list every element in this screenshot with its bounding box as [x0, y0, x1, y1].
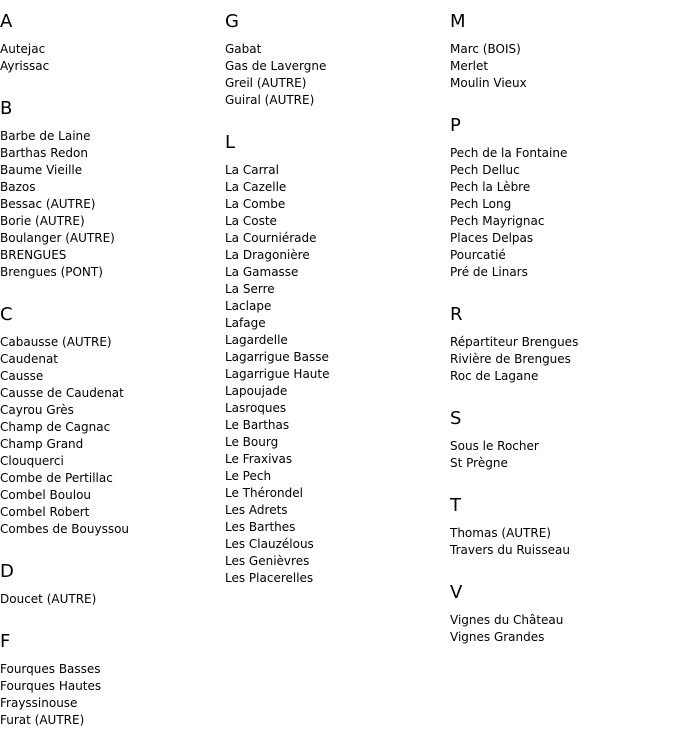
- place-link[interactable]: Bazos: [0, 180, 36, 194]
- place-list-item: [0, 695, 225, 712]
- place-list: [225, 41, 450, 109]
- place-list-item: [225, 92, 450, 109]
- place-link[interactable]: Frayssinouse: [0, 696, 78, 710]
- place-list-item: [0, 179, 225, 196]
- letter-heading: T: [450, 495, 461, 516]
- place-link[interactable]: Pré de Linars: [450, 265, 528, 279]
- place-link[interactable]: Le Barthas: [225, 418, 290, 432]
- place-link[interactable]: St Prègne: [450, 456, 508, 470]
- place-list-item: [225, 58, 450, 75]
- place-link[interactable]: La Coste: [225, 214, 277, 228]
- place-list-item: [450, 196, 675, 213]
- place-list-item: [0, 487, 225, 504]
- place-link[interactable]: La Carral: [225, 163, 279, 177]
- place-list-item: [0, 58, 225, 75]
- place-link[interactable]: Champ Grand: [0, 437, 84, 451]
- place-link[interactable]: La Serre: [225, 282, 275, 296]
- place-list-item: [450, 179, 675, 196]
- place-link[interactable]: Fourques Hautes: [0, 679, 102, 693]
- place-list-item: [0, 712, 225, 729]
- place-list: [450, 438, 675, 472]
- place-link[interactable]: Les Barthes: [225, 520, 296, 534]
- place-list-item: [0, 145, 225, 162]
- place-list-item: [450, 247, 675, 264]
- place-link[interactable]: Causse: [0, 369, 44, 383]
- letter-group: [0, 561, 225, 608]
- place-link[interactable]: Lafage: [225, 316, 266, 330]
- place-link[interactable]: Caudenat: [0, 352, 59, 366]
- place-link[interactable]: Barbe de Laine: [0, 129, 91, 143]
- letter-heading: S: [450, 408, 462, 429]
- place-list-item: [0, 504, 225, 521]
- place-list-item: [225, 179, 450, 196]
- place-list-item: [225, 213, 450, 230]
- place-link[interactable]: Ayrissac: [0, 59, 50, 73]
- letter-heading: G: [225, 11, 239, 32]
- place-list-item: [450, 629, 675, 646]
- place-link[interactable]: Vignes Grandes: [450, 630, 545, 644]
- letter-group: [450, 115, 675, 281]
- letter-group: [0, 631, 225, 729]
- letter-heading: L: [225, 132, 236, 153]
- place-link[interactable]: Les Clauzélous: [225, 537, 314, 551]
- place-link[interactable]: Places Delpas: [450, 231, 534, 245]
- place-link[interactable]: Combes de Bouyssou: [0, 522, 130, 536]
- place-link[interactable]: Vignes du Château: [450, 613, 564, 627]
- letter-group: [0, 304, 225, 538]
- place-list-item: [0, 453, 225, 470]
- place-list-item: [225, 315, 450, 332]
- place-list: [0, 128, 225, 281]
- place-list-item: [225, 196, 450, 213]
- place-link[interactable]: Lapoujade: [225, 384, 288, 398]
- place-link[interactable]: Lasroques: [225, 401, 287, 415]
- place-list-item: [450, 75, 675, 92]
- place-link[interactable]: Brengues (PONT): [0, 265, 103, 279]
- place-list: [450, 334, 675, 385]
- place-list-item: [225, 281, 450, 298]
- place-link[interactable]: Travers du Ruisseau: [450, 543, 570, 557]
- place-list-item: [225, 162, 450, 179]
- place-link[interactable]: Combel Boulou: [0, 488, 92, 502]
- index-column-1: [0, 0, 225, 729]
- place-list-item: [450, 368, 675, 385]
- place-link[interactable]: Causse de Caudenat: [0, 386, 124, 400]
- place-list-item: [225, 434, 450, 451]
- place-link[interactable]: Combel Robert: [0, 505, 90, 519]
- letter-group: [450, 408, 675, 472]
- place-list-item: [225, 485, 450, 502]
- place-list-item: [0, 230, 225, 247]
- index-column-2: [225, 0, 450, 587]
- place-link[interactable]: Marc (BOIS): [450, 42, 521, 56]
- place-list-item: [225, 417, 450, 434]
- place-list-item: [225, 502, 450, 519]
- place-link[interactable]: Moulin Vieux: [450, 76, 527, 90]
- letter-heading: C: [0, 304, 13, 325]
- place-link[interactable]: Le Fraxivas: [225, 452, 293, 466]
- place-link[interactable]: La Courniérade: [225, 231, 317, 245]
- place-link[interactable]: Gabat: [225, 42, 262, 56]
- place-link[interactable]: Clouquerci: [0, 454, 64, 468]
- place-list-item: [450, 612, 675, 629]
- place-list-item: [450, 162, 675, 179]
- place-list-item: [225, 41, 450, 58]
- letter-heading: D: [0, 561, 14, 582]
- place-list-item: [0, 402, 225, 419]
- place-list-item: [225, 400, 450, 417]
- place-link[interactable]: Cayrou Grès: [0, 403, 74, 417]
- place-list-item: [0, 334, 225, 351]
- letter-heading: F: [0, 631, 11, 652]
- place-link[interactable]: Champ de Cagnac: [0, 420, 111, 434]
- place-list: [0, 334, 225, 538]
- letter-group: [0, 11, 225, 75]
- place-list-item: [0, 41, 225, 58]
- place-link[interactable]: Pech de la Fontaine: [450, 146, 568, 160]
- letter-group: [450, 304, 675, 385]
- place-list-item: [450, 334, 675, 351]
- place-list: [0, 41, 225, 75]
- place-link[interactable]: Merlet: [450, 59, 489, 73]
- place-list: [0, 661, 225, 729]
- letter-group: [0, 98, 225, 281]
- place-link[interactable]: Cabausse (AUTRE): [0, 335, 112, 349]
- place-link[interactable]: BRENGUES: [0, 248, 67, 262]
- place-link[interactable]: Les Placerelles: [225, 571, 314, 585]
- place-link[interactable]: Barthas Redon: [0, 146, 88, 160]
- place-list-item: [450, 145, 675, 162]
- place-list: [450, 525, 675, 559]
- place-list-item: [225, 349, 450, 366]
- place-link[interactable]: Guiral (AUTRE): [225, 93, 315, 107]
- place-list: [450, 612, 675, 646]
- place-list-item: [450, 41, 675, 58]
- letter-group: [450, 495, 675, 559]
- letter-group: [450, 11, 675, 92]
- place-link[interactable]: Doucet (AUTRE): [0, 592, 97, 606]
- place-link[interactable]: Combe de Pertillac: [0, 471, 113, 485]
- place-link[interactable]: Sous le Rocher: [450, 439, 539, 453]
- place-link[interactable]: Greil (AUTRE): [225, 76, 307, 90]
- place-link[interactable]: Le Pech: [225, 469, 272, 483]
- place-link[interactable]: La Dragonière: [225, 248, 310, 262]
- place-list-item: [0, 470, 225, 487]
- place-list-item: [0, 436, 225, 453]
- place-list-item: [225, 332, 450, 349]
- place-list-item: [0, 368, 225, 385]
- place-link[interactable]: Autejac: [0, 42, 46, 56]
- place-list-item: [0, 591, 225, 608]
- place-list-item: [450, 213, 675, 230]
- place-list-item: [225, 468, 450, 485]
- place-list-item: [450, 438, 675, 455]
- place-list-item: [450, 351, 675, 368]
- place-link[interactable]: La Gamasse: [225, 265, 299, 279]
- place-list-item: [0, 521, 225, 538]
- place-list-item: [450, 455, 675, 472]
- place-link[interactable]: Pech Long: [450, 197, 512, 211]
- place-list-item: [0, 419, 225, 436]
- place-link[interactable]: La Cazelle: [225, 180, 287, 194]
- place-list-item: [450, 264, 675, 281]
- place-list-item: [0, 678, 225, 695]
- place-link[interactable]: Pech Mayrignac: [450, 214, 545, 228]
- place-link[interactable]: Répartiteur Brengues: [450, 335, 579, 349]
- place-link[interactable]: Borie (AUTRE): [0, 214, 85, 228]
- place-list-item: [225, 247, 450, 264]
- place-link[interactable]: Pourcatié: [450, 248, 506, 262]
- place-list: [0, 591, 225, 608]
- letter-heading: V: [450, 582, 463, 603]
- letter-group: [225, 132, 450, 587]
- place-link[interactable]: Gas de Lavergne: [225, 59, 327, 73]
- place-list: [450, 145, 675, 281]
- place-list-item: [225, 383, 450, 400]
- place-list-item: [450, 525, 675, 542]
- place-link[interactable]: Baume Vieille: [0, 163, 83, 177]
- letter-heading: P: [450, 115, 461, 136]
- letter-heading: B: [0, 98, 13, 119]
- place-list-item: [225, 75, 450, 92]
- place-list-item: [225, 264, 450, 281]
- place-list-item: [225, 298, 450, 315]
- letter-group: [225, 11, 450, 109]
- place-link[interactable]: Lagarrigue Basse: [225, 350, 329, 364]
- place-list-item: [225, 366, 450, 383]
- place-list-item: [0, 385, 225, 402]
- place-list-item: [225, 451, 450, 468]
- place-list-item: [225, 519, 450, 536]
- place-link[interactable]: Boulanger (AUTRE): [0, 231, 115, 245]
- place-link[interactable]: Les Adrets: [225, 503, 288, 517]
- place-link[interactable]: Les Genièvres: [225, 554, 310, 568]
- place-link[interactable]: Roc de Lagane: [450, 369, 539, 383]
- place-link[interactable]: La Combe: [225, 197, 286, 211]
- place-list: [225, 162, 450, 587]
- place-list: [450, 41, 675, 92]
- place-list-item: [225, 230, 450, 247]
- place-link[interactable]: Fourques Basses: [0, 662, 101, 676]
- place-link[interactable]: Pech la Lèbre: [450, 180, 531, 194]
- place-link[interactable]: Laclape: [225, 299, 272, 313]
- place-list-item: [225, 536, 450, 553]
- letter-heading: M: [450, 11, 466, 32]
- place-link[interactable]: Lagarrigue Haute: [225, 367, 330, 381]
- place-list-item: [0, 351, 225, 368]
- place-link[interactable]: Furat (AUTRE): [0, 713, 85, 727]
- place-list-item: [0, 264, 225, 281]
- letter-group: [450, 582, 675, 646]
- place-list-item: [225, 553, 450, 570]
- place-list-item: [0, 213, 225, 230]
- place-list-item: [225, 570, 450, 587]
- place-list-item: [450, 230, 675, 247]
- place-list-item: [0, 196, 225, 213]
- place-list-item: [0, 128, 225, 145]
- place-link[interactable]: Pech Delluc: [450, 163, 520, 177]
- place-link[interactable]: Le Thérondel: [225, 486, 303, 500]
- letter-heading: R: [450, 304, 463, 325]
- place-link[interactable]: Rivière de Brengues: [450, 352, 571, 366]
- place-link[interactable]: Le Bourg: [225, 435, 279, 449]
- place-link[interactable]: Thomas (AUTRE): [450, 526, 551, 540]
- letter-heading: A: [0, 11, 13, 32]
- place-link[interactable]: Bessac (AUTRE): [0, 197, 96, 211]
- place-list-item: [0, 247, 225, 264]
- place-list-item: [0, 162, 225, 179]
- place-link[interactable]: Lagardelle: [225, 333, 288, 347]
- index-column-3: [450, 0, 675, 646]
- place-list-item: [450, 58, 675, 75]
- place-list-item: [0, 661, 225, 678]
- place-list-item: [450, 542, 675, 559]
